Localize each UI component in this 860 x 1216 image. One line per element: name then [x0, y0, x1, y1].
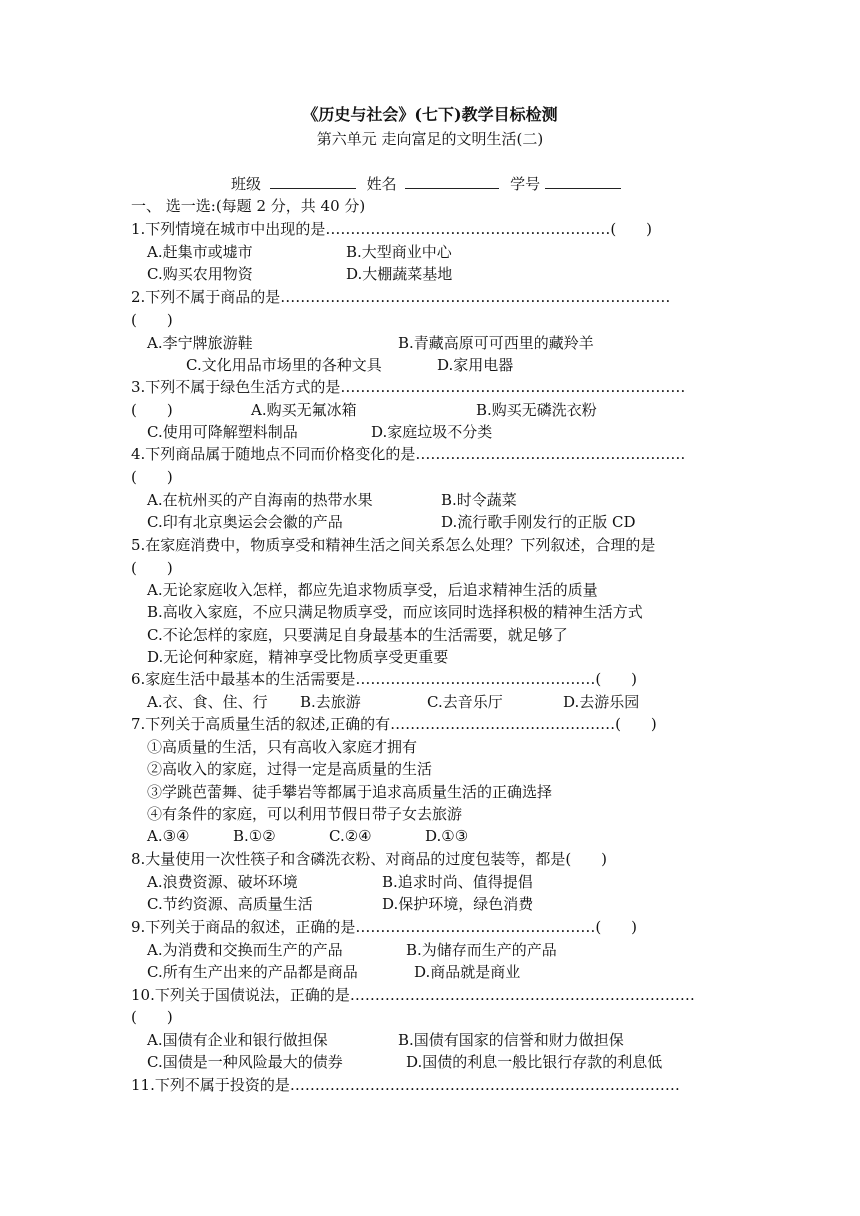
- student-id-blank[interactable]: [545, 172, 621, 189]
- section-heading: 一、 选一选:(每题 2 分，共 40 分): [131, 197, 366, 215]
- option-c: C.文化用品市场里的各种文具: [186, 356, 382, 374]
- option-b: B.追求时尚、值得提倡: [382, 873, 533, 891]
- answer-bracket: ( ): [131, 311, 173, 329]
- page-subtitle: 第六单元 走向富足的文明生活(二): [316, 130, 544, 148]
- option-c: C.节约资源、高质量生活: [147, 895, 313, 913]
- option-a: A.为消费和交换而生产的产品: [147, 941, 343, 959]
- question-stem: 1.下列情境在城市中出现的是…………………………………………………( ): [131, 220, 653, 238]
- option-d: D.流行歌手刚发行的正版 CD: [441, 513, 636, 531]
- option-b: B.为储存而生产的产品: [406, 941, 557, 959]
- option-b: B.①②: [233, 827, 276, 845]
- name-label: 姓名: [366, 175, 397, 193]
- option-b: B.国债有国家的信誉和财力做担保: [398, 1031, 624, 1049]
- option-c: C.使用可降解塑料制品: [147, 423, 298, 441]
- name-blank[interactable]: [405, 172, 499, 189]
- option-b: B.高收入家庭，不应只满足物质享受，而应该同时选择积极的精神生活方式: [147, 603, 643, 621]
- option-c: C.所有生产出来的产品都是商品: [147, 963, 358, 981]
- statement-2: ②高收入的家庭，过得一定是高质量的生活: [147, 760, 433, 778]
- option-b: B.购买无磷洗衣粉: [476, 401, 597, 419]
- option-a: A.浪费资源、破坏环境: [147, 873, 298, 891]
- answer-bracket: ( ): [131, 1008, 173, 1026]
- question-stem: 5.在家庭消费中，物质享受和精神生活之间关系怎么处理？下列叙述，合理的是: [131, 536, 656, 554]
- option-a: A.购买无氟冰箱: [251, 401, 357, 419]
- option-c: C.②④: [329, 827, 372, 845]
- option-d: D.去游乐园: [563, 693, 640, 711]
- option-d: D.大棚蔬菜基地: [346, 265, 453, 283]
- option-d: D.无论何种家庭，精神享受比物质享受更重要: [147, 648, 449, 666]
- option-a: A.无论家庭收入怎样，都应先追求物质享受，后追求精神生活的质量: [147, 581, 598, 599]
- question-stem: 2.下列不属于商品的是……………………………………………………………………: [131, 288, 671, 306]
- class-label: 班级: [231, 175, 262, 193]
- option-c: C.印有北京奥运会会徽的产品: [147, 513, 343, 531]
- option-c: C.不论怎样的家庭，只要满足自身最基本的生活需要，就足够了: [147, 626, 568, 644]
- answer-bracket: ( ): [131, 401, 173, 419]
- option-a: A.衣、食、住、行: [147, 693, 268, 711]
- question-stem: 11.下列不属于投资的是……………………………………………………………………: [131, 1076, 680, 1094]
- question-stem: 7.下列关于高质量生活的叙述,正确的有………………………………………( ): [131, 715, 657, 733]
- option-c: C.购买农用物资: [147, 265, 253, 283]
- question-stem: 3.下列不属于绿色生活方式的是……………………………………………………………: [131, 378, 686, 396]
- answer-bracket: ( ): [131, 468, 173, 486]
- class-blank[interactable]: [270, 172, 356, 189]
- question-stem: 4.下列商品属于随地点不同而价格变化的是………………………………………………: [131, 445, 686, 463]
- option-d: D.①③: [425, 827, 469, 845]
- option-a: A.③④: [147, 827, 190, 845]
- option-d: D.家庭垃圾不分类: [371, 423, 493, 441]
- option-d: D.国债的利息一般比银行存款的利息低: [406, 1053, 663, 1071]
- page-title: 《历史与社会》(七下)教学目标检测: [302, 105, 558, 124]
- option-b: B.大型商业中心: [346, 243, 452, 261]
- question-stem: 8.大量使用一次性筷子和含磷洗衣粉、对商品的过度包装等，都是( ): [131, 850, 608, 868]
- option-a: A.在杭州买的产自海南的热带水果: [147, 491, 373, 509]
- option-a: A.国债有企业和银行做担保: [147, 1031, 328, 1049]
- statement-1: ①高质量的生活，只有高收入家庭才拥有: [147, 738, 418, 756]
- option-b: B.时令蔬菜: [441, 491, 517, 509]
- student-id-label: 学号: [510, 175, 541, 193]
- student-info-line: [231, 172, 627, 195]
- option-b: B.青藏高原可可西里的藏羚羊: [398, 334, 594, 352]
- statement-3: ③学跳芭蕾舞、徒手攀岩等都属于追求高质量生活的正确选择: [147, 783, 553, 801]
- option-d: D.保护环境，绿色消费: [382, 895, 534, 913]
- statement-4: ④有条件的家庭，可以利用节假日带子女去旅游: [147, 805, 463, 823]
- option-c: C.去音乐厅: [427, 693, 503, 711]
- option-a: A.赶集市或墟市: [147, 243, 253, 261]
- question-stem: 10.下列关于国债说法，正确的是……………………………………………………………: [131, 986, 695, 1004]
- option-c: C.国债是一种风险最大的债券: [147, 1053, 343, 1071]
- question-stem: 9.下列关于商品的叙述，正确的是…………………………………………( ): [131, 918, 638, 936]
- answer-bracket: ( ): [131, 559, 173, 577]
- option-b: B.去旅游: [300, 693, 361, 711]
- option-d: D.家用电器: [437, 356, 514, 374]
- option-d: D.商品就是商业: [414, 963, 521, 981]
- question-stem: 6.家庭生活中最基本的生活需要是…………………………………………( ): [131, 670, 638, 688]
- option-a: A.李宁牌旅游鞋: [147, 334, 253, 352]
